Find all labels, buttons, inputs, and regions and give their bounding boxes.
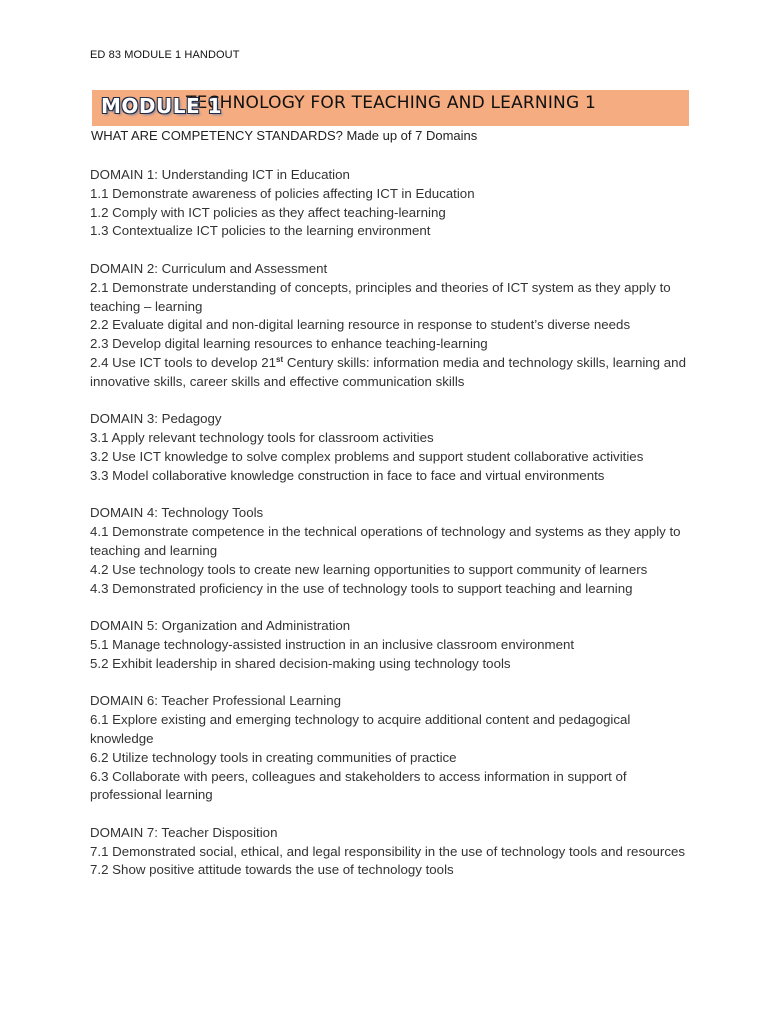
domain-1	[90, 166, 690, 241]
document-header: ED 83 MODULE 1 HANDOUT	[90, 49, 240, 61]
domain-7	[90, 824, 690, 880]
domain-item: 5.2 Exhibit leadership in shared decision-making using technology tools	[90, 655, 511, 671]
domain-item: 1.2 Comply with ICT policies as they affect teaching-learning	[90, 204, 446, 220]
domain-item: 3.2 Use ICT knowledge to solve complex problems and support student collaborative activities	[90, 448, 644, 464]
domain-item: 2.3 Develop digital learning resources to enhance teaching-learning	[90, 336, 488, 352]
domain-item: 1.3 Contextualize ICT policies to the learning environment	[90, 223, 431, 239]
subtitle: WHAT ARE COMPETENCY STANDARDS? Made up of 7 Domains	[91, 128, 478, 143]
domain-item: 3.3 Model collaborative knowledge construction in face to face and virtual environments	[90, 467, 605, 483]
superscript: st	[276, 354, 284, 364]
domains-list	[90, 166, 690, 899]
domain-item: 4.1 Demonstrate competence in the technical operations of technology and systems as they apply to teaching and learning	[90, 524, 681, 558]
domain-item: 2.1 Demonstrate understanding of concepts, principles and theories of ICT system as they apply to teaching – learning	[90, 279, 671, 314]
domain-item: 2.2 Evaluate digital and non-digital learning resource in response to student’s diverse needs	[90, 317, 631, 333]
domain-5	[90, 617, 690, 673]
domain-item: 7.2 Show positive attitude towards the use of technology tools	[90, 862, 454, 878]
item-text: 2.4 Use ICT tools to develop 21	[90, 354, 277, 370]
domain-item: 6.3 Collaborate with peers, colleagues and stakeholders to access information in support of professional learning	[90, 768, 627, 803]
module-title: TECHNOLOGY FOR TEACHING AND LEARNING 1	[186, 93, 596, 113]
domain-item: 6.2 Utilize technology tools in creating communities of practice	[90, 749, 457, 765]
domain-3	[90, 410, 690, 485]
domain-2	[90, 260, 690, 392]
domain-heading: DOMAIN 3: Pedagogy	[90, 411, 222, 427]
domain-item: 3.1 Apply relevant technology tools for classroom activities	[90, 430, 434, 446]
domain-6	[90, 692, 690, 805]
domain-heading: DOMAIN 6: Teacher Professional Learning	[90, 693, 342, 709]
domain-item	[90, 354, 690, 392]
domain-item: 4.2 Use technology tools to create new learning opportunities to support community of learners	[90, 561, 648, 577]
domain-heading: DOMAIN 4: Technology Tools	[90, 505, 264, 521]
domain-heading: DOMAIN 5: Organization and Administration	[90, 618, 351, 634]
domain-heading: DOMAIN 2: Curriculum and Assessment	[90, 260, 328, 276]
domain-4	[90, 504, 690, 598]
domain-item: 7.1 Demonstrated social, ethical, and legal responsibility in the use of technology tools and resources	[90, 843, 686, 859]
domain-item: 4.3 Demonstrated proficiency in the use of technology tools to support teaching and learning	[90, 580, 633, 596]
domain-heading: DOMAIN 1: Understanding ICT in Education	[90, 167, 350, 182]
domain-item: 6.1 Explore existing and emerging technology to acquire additional content and pedagogical knowledge	[90, 712, 631, 746]
module-label: MODULE 1	[101, 94, 223, 118]
item-text: Century skills: information media and technology skills, learning and innovative skills, career skills and effective communication skills	[90, 354, 686, 389]
domain-heading: DOMAIN 7: Teacher Disposition	[90, 824, 278, 840]
domain-item: 1.1 Demonstrate awareness of policies affecting ICT in Education	[90, 185, 475, 201]
domain-item: 5.1 Manage technology-assisted instruction in an inclusive classroom environment	[90, 636, 575, 652]
